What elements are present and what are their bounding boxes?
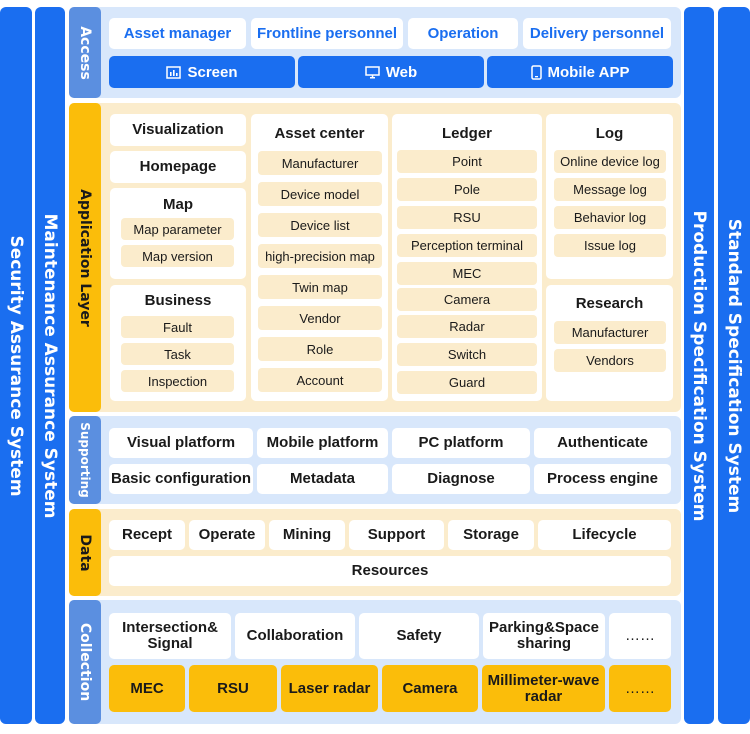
- asset-center-item: Vendor: [258, 306, 382, 330]
- mec-device: MEC: [109, 665, 185, 712]
- application-layer-label: Application Layer: [69, 103, 101, 412]
- ledger-group: [392, 114, 542, 401]
- web-channel: [298, 56, 484, 88]
- pc-platform-box: PC platform: [392, 428, 530, 458]
- asset-center-item: Device model: [258, 182, 382, 206]
- asset-center-item: Account: [258, 368, 382, 392]
- map-item: Map parameter: [121, 218, 234, 240]
- log-item: Message log: [554, 178, 666, 201]
- business-item: Task: [121, 343, 234, 365]
- more-devices-box: ……: [609, 665, 671, 712]
- authenticate-box: Authenticate: [534, 428, 671, 458]
- access-user-asset-manager: Asset manager: [109, 18, 246, 49]
- rsu-device: RSU: [189, 665, 277, 712]
- intersection-signal-box: Intersection& Signal: [109, 613, 231, 659]
- visual-platform-box: Visual platform: [109, 428, 253, 458]
- ledger-item: Camera: [397, 288, 537, 311]
- production-specification-label: Production Specification System: [689, 210, 709, 521]
- ledger-item: RSU: [397, 206, 537, 229]
- storage-box: Storage: [448, 520, 534, 550]
- monitor-icon: [365, 66, 380, 79]
- visualization-box: Visualization: [110, 114, 246, 146]
- ledger-item: Radar: [397, 315, 537, 338]
- support-box: Support: [349, 520, 444, 550]
- data-layer-label: Data: [69, 509, 101, 596]
- business-title: Business: [144, 292, 212, 309]
- safety-box: Safety: [359, 613, 479, 659]
- operate-box: Operate: [189, 520, 265, 550]
- map-group: [110, 188, 246, 279]
- access-user-operation: Operation: [408, 18, 518, 49]
- asset-center-group: [251, 114, 388, 401]
- security-assurance-bar: [0, 7, 32, 724]
- research-title: Research: [575, 295, 644, 312]
- access-layer-label: Access: [69, 7, 101, 98]
- asset-center-item: Twin map: [258, 275, 382, 299]
- millimeter-wave-radar-device: Millimeter-wave radar: [482, 665, 605, 712]
- parking-space-sharing-box: Parking&Space sharing: [483, 613, 605, 659]
- map-title: Map: [163, 196, 193, 213]
- more-scenarios-box: ……: [609, 613, 671, 659]
- ledger-item: MEC: [397, 262, 537, 285]
- log-group: [546, 114, 673, 279]
- lifecycle-box: Lifecycle: [538, 520, 671, 550]
- business-item: Inspection: [121, 370, 234, 392]
- ledger-item: Perception terminal: [397, 234, 537, 257]
- security-assurance-label: Security Assurance System: [6, 234, 26, 497]
- ledger-item: Switch: [397, 343, 537, 366]
- ledger-item: Point: [397, 150, 537, 173]
- mobile-phone-icon: [531, 65, 542, 80]
- web-channel-label: Web: [385, 63, 418, 81]
- mobile-platform-box: Mobile platform: [257, 428, 388, 458]
- business-group: [110, 285, 246, 401]
- asset-center-item: high-precision map: [258, 244, 382, 268]
- screen-channel: [109, 56, 295, 88]
- log-title: Log: [595, 125, 624, 142]
- supporting-layer-label: Supporting: [69, 416, 101, 504]
- diagnose-box: Diagnose: [392, 464, 530, 494]
- access-user-delivery-personnel: Delivery personnel: [523, 18, 671, 49]
- asset-center-item: Device list: [258, 213, 382, 237]
- asset-center-item: Manufacturer: [258, 151, 382, 175]
- mobile-app-channel-label: Mobile APP: [547, 63, 630, 81]
- process-engine-box: Process engine: [534, 464, 671, 494]
- log-item: Online device log: [554, 150, 666, 173]
- basic-configuration-box: Basic configuration: [109, 464, 253, 494]
- camera-device: Camera: [382, 665, 478, 712]
- laser-radar-device: Laser radar: [281, 665, 378, 712]
- maintenance-assurance-bar: [35, 7, 65, 724]
- ledger-item: Guard: [397, 371, 537, 394]
- screen-channel-label: Screen: [187, 63, 238, 81]
- standard-specification-label: Standard Specification System: [724, 218, 744, 513]
- collection-layer-label: Collection: [69, 600, 101, 724]
- research-item: Vendors: [554, 349, 666, 372]
- maintenance-assurance-label: Maintenance Assurance System: [40, 213, 60, 518]
- screen-chart-icon: [166, 66, 181, 79]
- map-item: Map version: [121, 245, 234, 267]
- research-item: Manufacturer: [554, 321, 666, 344]
- production-specification-bar: [684, 7, 714, 724]
- ledger-title: Ledger: [441, 125, 492, 142]
- homepage-box: Homepage: [110, 151, 246, 183]
- mobile-app-channel: [487, 56, 673, 88]
- business-item: Fault: [121, 316, 234, 338]
- asset-center-title: Asset center: [274, 125, 365, 142]
- recept-box: Recept: [109, 520, 185, 550]
- asset-center-item: Role: [258, 337, 382, 361]
- mining-box: Mining: [269, 520, 345, 550]
- standard-specification-bar: [718, 7, 750, 724]
- metadata-box: Metadata: [257, 464, 388, 494]
- resources-box: Resources: [109, 556, 671, 586]
- log-item: Issue log: [554, 234, 666, 257]
- collaboration-box: Collaboration: [235, 613, 355, 659]
- log-item: Behavior log: [554, 206, 666, 229]
- ledger-item: Pole: [397, 178, 537, 201]
- access-user-frontline-personnel: Frontline personnel: [251, 18, 403, 49]
- research-group: [546, 285, 673, 401]
